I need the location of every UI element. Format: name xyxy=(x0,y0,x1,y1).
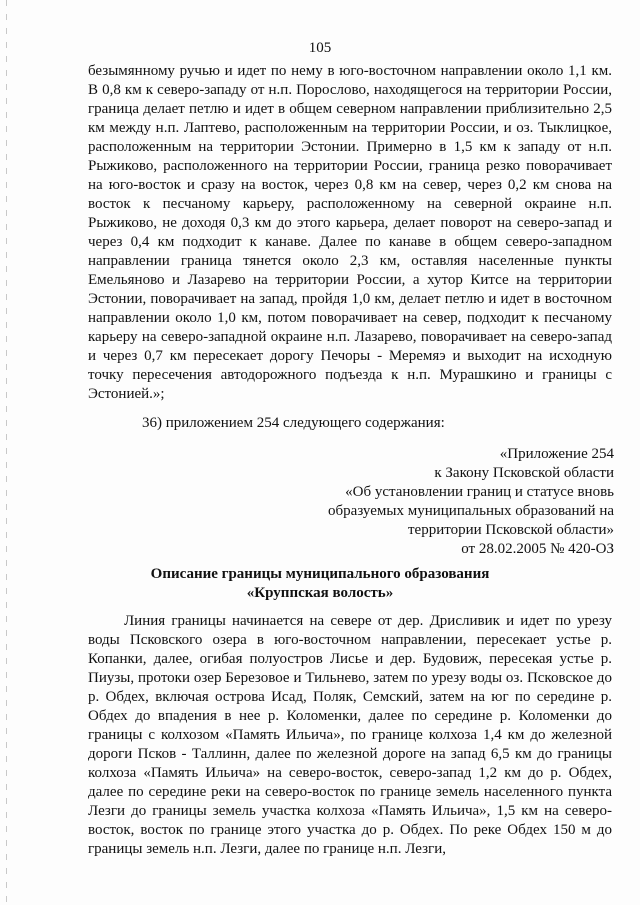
section-heading xyxy=(0,565,640,603)
appendix-header-line: «Об установлении границ и статусе вновь xyxy=(345,484,614,500)
appendix-header-line: «Приложение 254 xyxy=(499,446,614,462)
appendix-header-line: от 28.02.2005 № 420-ОЗ xyxy=(461,541,614,557)
appendix-header xyxy=(274,445,614,559)
paragraph-continuation: безымянному ручью и идет по нему в юго-восточном направлении около 1,1 км. В 0,8 км к северо-западу от н.п. Порослово, находящегося на территории России, граница делает петлю и идет в общем северном направлении приблизительно 2,5 км между н.п. Лаптево, расположенным на территории России, и оз. Тыклицкое, расположенным на территории Эстонии. Примерно в 1,5 км к западу от н.п. Рыжиково, расположенного на территории России, граница резко поворачивает на юго-восток и сразу на восток, через 0,8 км на север, через 0,2 км снова на восток к песчаному карьеру, расположенному на северной окраине н.п. Рыжиково, не доходя 0,3 км до этого карьера, делает поворот на северо-запад и через 0,4 км подходит к канаве. Далее по канаве в общем северо-западном направлении граница тянется около 2,3 км, оставляя населенные пункты Емельяново и Лазарево на территории России, а хутор Китсе на территории Эстонии, поворачивает на запад, пройдя 1,0 км, делает петлю и идет в восточном направлении около 1,0 км, потом поворачивает на север, подходит к песчаному карьеру на северо-западной окраине н.п. Лазарево, поворачивает на северо-запад и через 0,7 км пересекает дорогу Печоры - Меремяэ и выходит на исходную точку пересечения автодорожного подъезда к н.п. Мурашкино и границы с Эстонией.»; xyxy=(88,63,612,402)
section-heading-line: «Круппская волость» xyxy=(246,585,394,601)
boundary-description-paragraph: Линия границы начинается на севере от дер. Дрисливик и идет по урезу воды Псковского озера в юго-восточном направлении, пересекает устье р. Копанки, далее, огибая полуостров Лисье и дер. Будовиж, пересекая устье р. Пиузы, протоки озер Березовое и Тильнево, затем по урезу воды оз. Псковское до р. Обдех, включая острова Исад, Поляк, Семский, затем на юг по середине р. Обдех до впадения в нее р. Коломенки, далее по середине р. Коломенки до границы с колхозом «Память Ильича», по границе колхоза 1,4 км до железной дороги Псков - Таллинн, далее по железной дороге на запад 6,5 км до границы колхоза «Память Ильича» на северо-восток, северо-запад 1,2 км до р. Обдех, далее по середине реки на северо-восток по границе земель населенного пункта Лезги до границы земель участка колхоза «Память Ильича», 1,5 км на северо-восток, восток по границе этого участка до р. Обдех. По реке Обдех 150 м до границы земель н.п. Лезги, далее по границе н.п. Лезги, xyxy=(88,613,612,857)
section-heading-line: Описание границы муниципального образования xyxy=(150,566,490,582)
appendix-header-line: к Закону Псковской области xyxy=(434,465,614,481)
appendix-header-line: образуемых муниципальных образований на xyxy=(328,503,614,519)
appendix-header-line: территории Псковской области» xyxy=(407,522,614,538)
page-number: 105 xyxy=(308,40,332,56)
paragraph-item-36: 36) приложением 254 следующего содержания: xyxy=(142,415,445,431)
scan-edge-line xyxy=(6,0,7,905)
